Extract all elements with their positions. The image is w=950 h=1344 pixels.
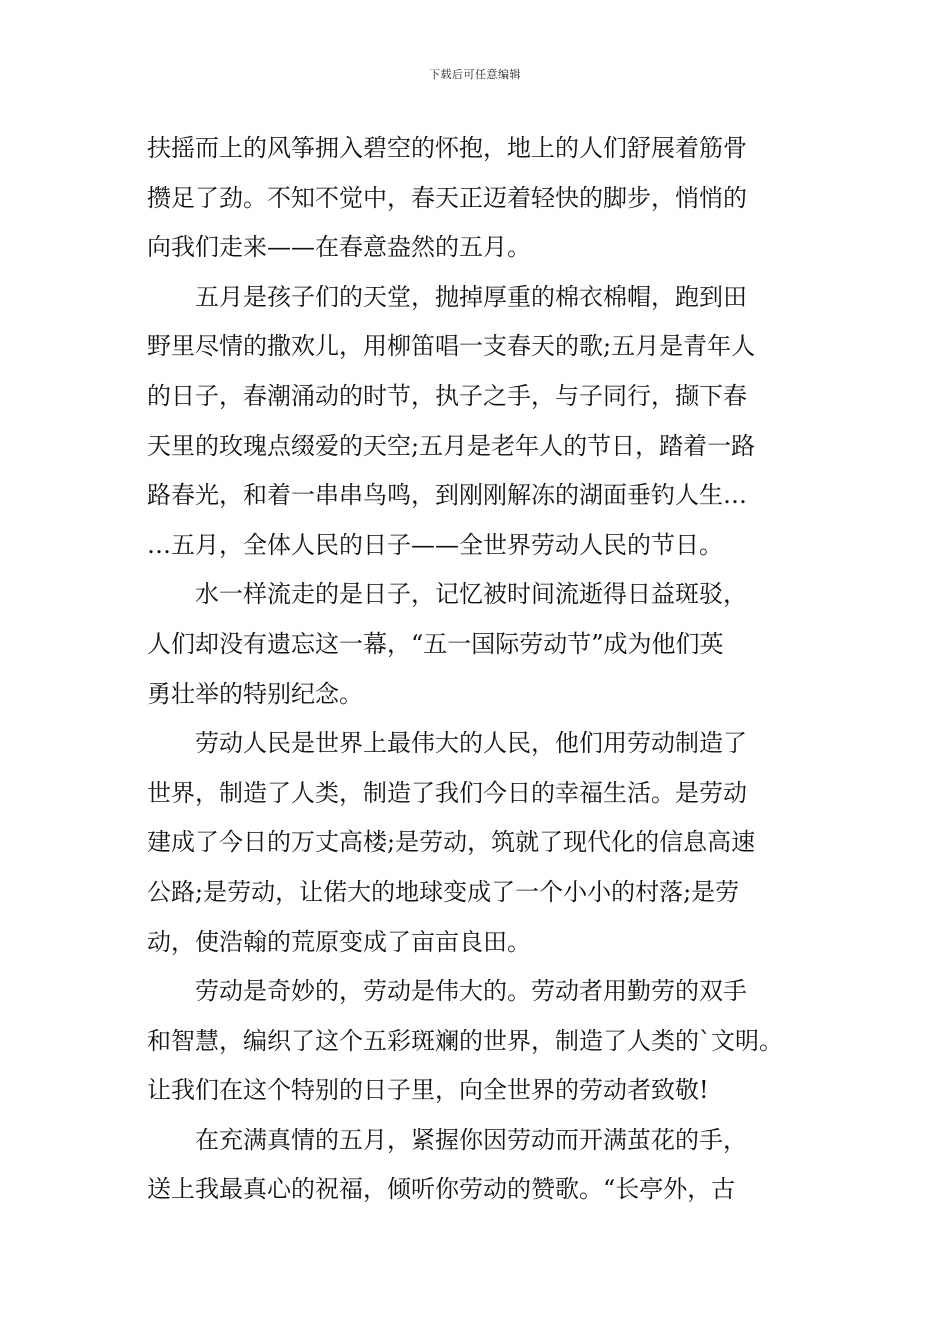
page-header-note: 下载后可任意编辑: [429, 68, 521, 81]
paragraph-first-line: 水一样流走的是日子，记忆被时间流逝得日益斑驳，: [195, 580, 747, 609]
text-line: 勇壮举的特别纪念。: [147, 679, 363, 708]
paragraph-first-line: 劳动人民是世界上最伟大的人民，他们用劳动制造了: [195, 729, 747, 758]
text-line: 攒足了劲。不知不觉中，春天正迈着轻快的脚步，悄悄的: [147, 183, 747, 212]
paragraph-first-line: 五月是孩子们的天堂，抛掉厚重的棉衣棉帽，跑到田: [195, 282, 747, 311]
text-line: 公路;是劳动，让偌大的地球变成了一个小小的村落;是劳: [147, 877, 740, 906]
text-line: 天里的玫瑰点缀爱的天空;五月是老年人的节日，踏着一路: [147, 431, 756, 460]
paragraph-first-line: 在充满真情的五月，紧握你因劳动而开满茧花的手，: [195, 1125, 747, 1154]
document-body: [147, 124, 813, 1215]
text-line: 和智慧，编织了这个五彩斑斓的世界，制造了人类的`文明。: [147, 1026, 783, 1055]
text-line: 向我们走来——在春意盎然的五月。: [147, 233, 531, 262]
text-line: 人们却没有遗忘这一幕，“五一国际劳动节”成为他们英: [147, 629, 724, 658]
text-line: 送上我最真心的祝福，倾听你劳动的赞歌。“长亭外，古: [147, 1175, 736, 1204]
text-line: 路春光，和着一串串鸟鸣，到刚刚解冻的湖面垂钓人生…: [147, 481, 747, 510]
text-line: 建成了今日的万丈高楼;是劳动，筑就了现代化的信息高速: [147, 828, 756, 857]
text-line: …五月，全体人民的日子——全世界劳动人民的节日。: [147, 530, 723, 559]
text-line: 扶摇而上的风筝拥入碧空的怀抱，地上的人们舒展着筋骨: [147, 134, 747, 162]
text-line: 动，使浩翰的荒原变成了亩亩良田。: [147, 927, 531, 956]
text-line: 野里尽情的撒欢儿，用柳笛唱一支春天的歌;五月是青年人: [147, 332, 756, 361]
text-line: 世界，制造了人类，制造了我们今日的幸福生活。是劳动: [147, 778, 747, 807]
paragraph-first-line: 劳动是奇妙的，劳动是伟大的。劳动者用勤劳的双手: [195, 977, 747, 1006]
text-line: 的日子，春潮涌动的时节，执子之手，与子同行，撷下春: [147, 381, 747, 410]
text-line: 让我们在这个特别的日子里，向全世界的劳动者致敬!: [147, 1076, 709, 1105]
